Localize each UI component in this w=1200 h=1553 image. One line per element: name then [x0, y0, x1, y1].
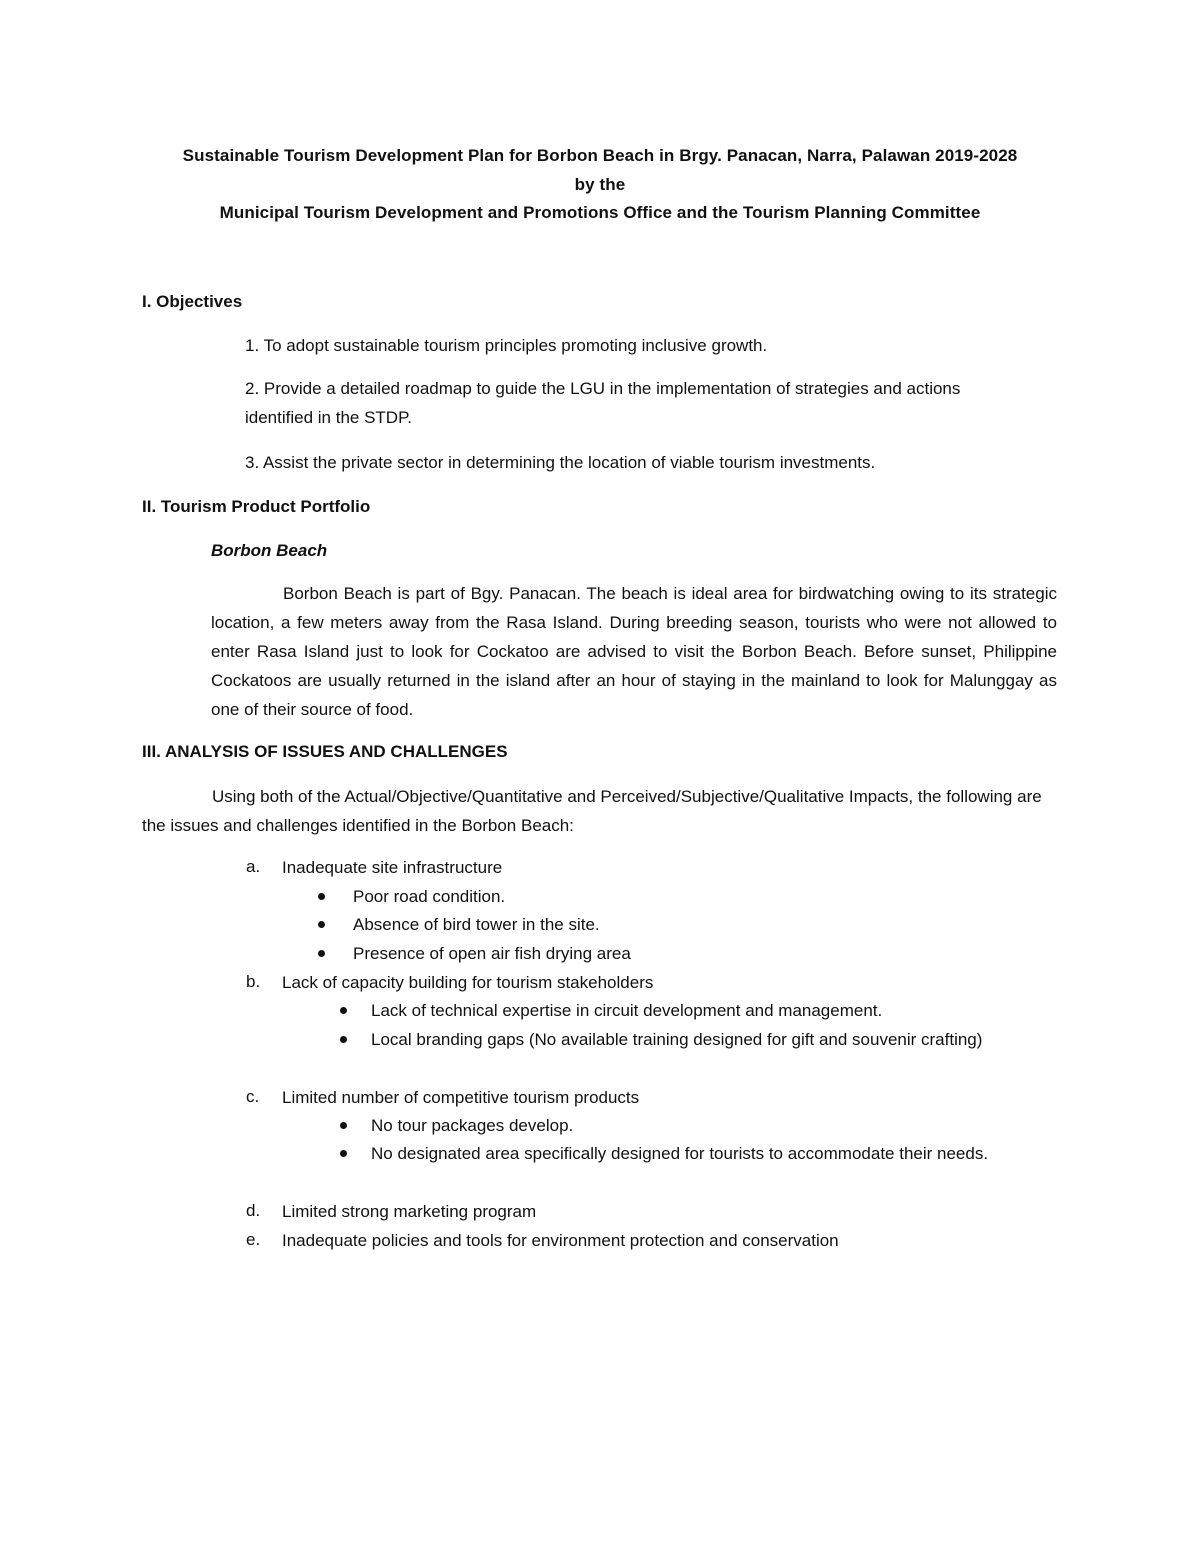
- document-title-by: by the: [574, 175, 626, 194]
- section-heading-portfolio: II. Tourism Product Portfolio: [142, 497, 371, 516]
- document-title: Sustainable Tourism Development Plan for Borbon Beach in Brgy. Panacan, Narra, Palawan 2019-2028: [182, 146, 1018, 165]
- section-heading-analysis: III. ANALYSIS OF ISSUES AND CHALLENGES: [142, 742, 508, 761]
- list-item-text: Inadequate policies and tools for environment protection and conservation: [282, 1231, 839, 1250]
- bullet-item: Absence of bird tower in the site.: [353, 915, 600, 934]
- bullet-icon: [318, 893, 325, 900]
- subheading-borbon-beach: Borbon Beach: [211, 541, 328, 560]
- bullet-item: Local branding gaps (No available training designed for gift and souvenir crafting): [371, 1030, 983, 1049]
- objective-item: 2. Provide a detailed roadmap to guide the LGU in the implementation of strategies and actions identified in the STDP.: [245, 379, 961, 427]
- list-item-letter: b.: [246, 972, 261, 991]
- list-item-text: Limited number of competitive tourism products: [282, 1088, 640, 1107]
- portfolio-paragraph: Borbon Beach is part of Bgy. Panacan. The beach is ideal area for birdwatching owing to its strategic location, a few meters away from the Rasa Island. During breeding season, tourists who were not allowed to enter Rasa Island just to look for Cockatoo are advised to visit the Borbon Beach. Before sunset, Philippine Cockatoos are usually returned in the island after an hour of staying in the mainland to look for Malunggay as one of their source of food.: [211, 584, 1057, 719]
- bullet-icon: [318, 950, 325, 957]
- objective-item: 3. Assist the private sector in determining the location of viable tourism investments.: [245, 453, 876, 472]
- list-item-text: Inadequate site infrastructure: [282, 858, 503, 877]
- bullet-item: No tour packages develop.: [371, 1116, 574, 1135]
- bullet-icon: [318, 921, 325, 928]
- bullet-item: Presence of open air fish drying area: [353, 944, 631, 963]
- bullet-icon: [340, 1007, 347, 1014]
- list-item-letter: c.: [246, 1087, 260, 1106]
- objective-item: 1. To adopt sustainable tourism principles promoting inclusive growth.: [245, 336, 768, 355]
- section-heading-objectives: I. Objectives: [142, 292, 243, 311]
- analysis-intro: Using both of the Actual/Objective/Quantitative and Perceived/Subjective/Qualitative Impacts, the following are the issues and challenges identified in the Borbon Beach:: [142, 787, 1042, 835]
- list-item-letter: a.: [246, 857, 261, 876]
- bullet-icon: [340, 1036, 347, 1043]
- list-item-letter: d.: [246, 1201, 261, 1220]
- bullet-item: No designated area specifically designed for tourists to accommodate their needs.: [371, 1144, 989, 1163]
- bullet-item: Lack of technical expertise in circuit development and management.: [371, 1001, 883, 1020]
- bullet-item: Poor road condition.: [353, 887, 506, 906]
- bullet-icon: [340, 1122, 347, 1129]
- bullet-icon: [340, 1150, 347, 1157]
- list-item-text: Lack of capacity building for tourism stakeholders: [282, 973, 654, 992]
- list-item-letter: e.: [246, 1230, 261, 1249]
- document-title-author: Municipal Tourism Development and Promotions Office and the Tourism Planning Committee: [219, 203, 981, 222]
- list-item-text: Limited strong marketing program: [282, 1202, 537, 1221]
